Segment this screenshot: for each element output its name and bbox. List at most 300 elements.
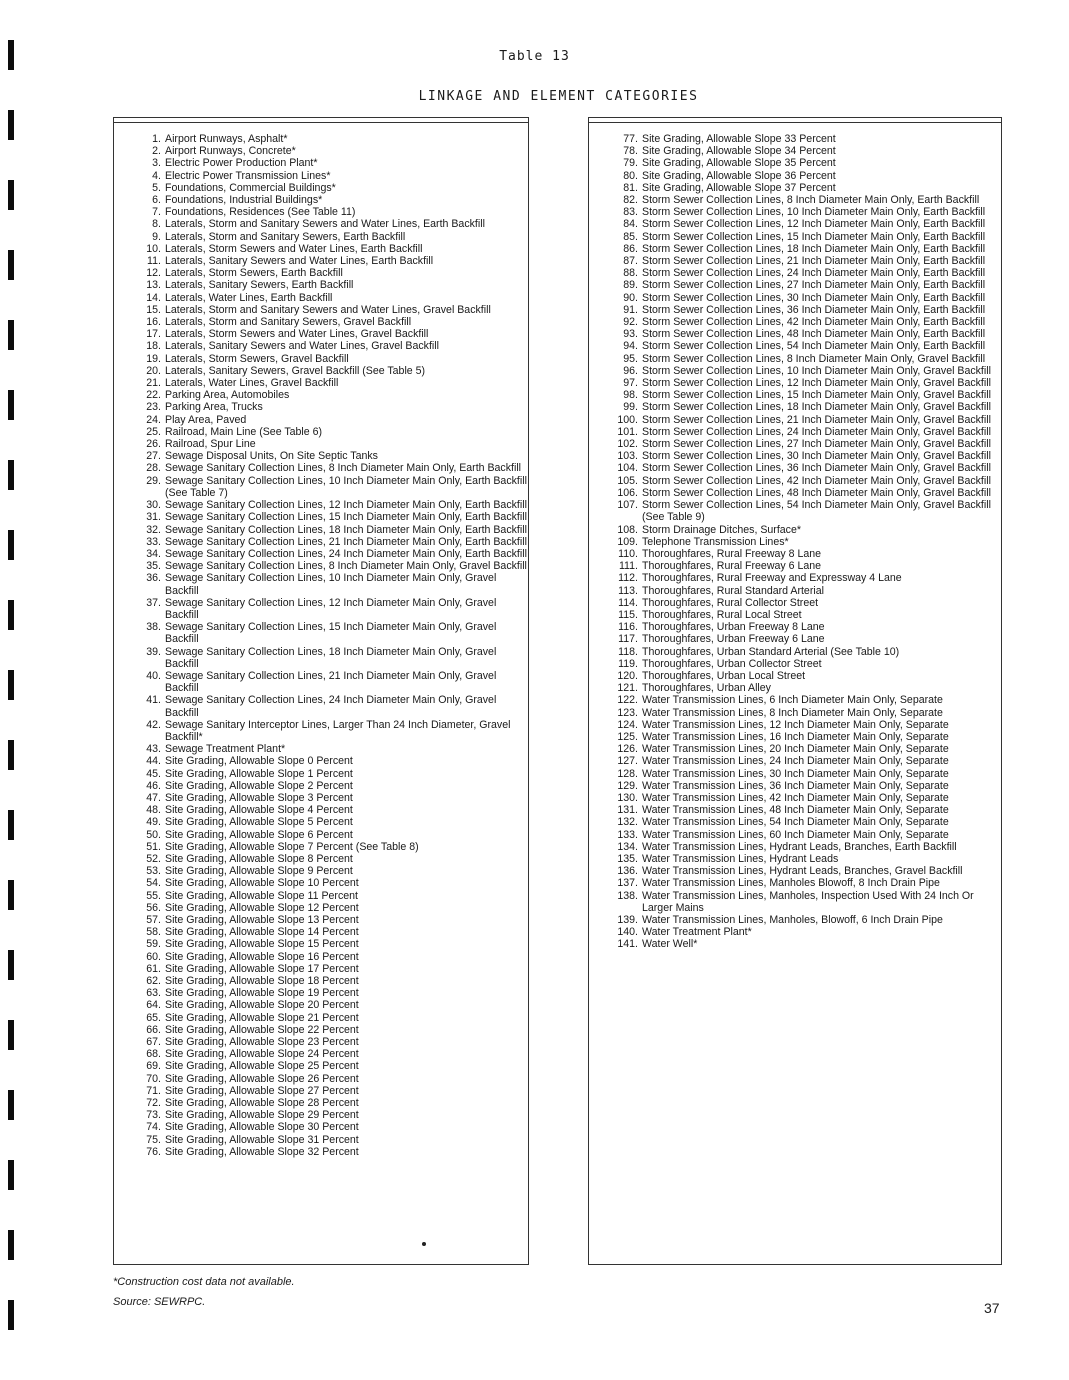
entry-number: 96. xyxy=(623,364,638,377)
list-item xyxy=(114,279,528,291)
list-item xyxy=(589,804,1001,816)
entry-number: 16. xyxy=(146,316,161,329)
entry-number: 19. xyxy=(146,352,161,365)
entry-number: 61. xyxy=(146,962,161,975)
list-item xyxy=(589,585,1001,597)
entry-number: 17. xyxy=(146,328,161,341)
entry-number: 137. xyxy=(617,877,638,890)
entry-number: 129. xyxy=(617,779,638,792)
entry-text: Water Transmission Lines, Hydrant Leads, Branches, Earth Backfill xyxy=(642,840,957,853)
entry-text: Storm Sewer Collection Lines, 12 Inch Diameter Main Only, Gravel Backfill xyxy=(642,377,991,390)
entry-text: Water Transmission Lines, 36 Inch Diameter Main Only, Separate xyxy=(642,779,949,792)
entry-number: 60. xyxy=(146,950,161,963)
entry-text: Thoroughfares, Rural Freeway and Expressway 4 Lane xyxy=(642,572,902,585)
list-item xyxy=(589,133,1001,145)
entry-number: 26. xyxy=(146,438,161,451)
list-item xyxy=(114,340,528,352)
entry-text: Water Transmission Lines, 6 Inch Diameter Main Only, Separate xyxy=(642,694,943,707)
entry-text: Water Transmission Lines, Hydrant Leads xyxy=(642,852,839,865)
entry-text: Storm Sewer Collection Lines, 27 Inch Diameter Main Only, Earth Backfill xyxy=(642,279,986,292)
entry-text: Sewage Disposal Units, On Site Septic Tanks xyxy=(165,450,378,463)
entry-text: Water Treatment Plant* xyxy=(642,926,752,939)
list-item xyxy=(589,755,1001,767)
binder-hole-mark xyxy=(8,950,14,980)
entry-number: 44. xyxy=(146,755,161,768)
list-item xyxy=(114,133,528,145)
entry-number: 39. xyxy=(146,645,161,658)
list-item xyxy=(114,694,528,718)
entry-text: Site Grading, Allowable Slope 9 Percent xyxy=(165,865,353,878)
entry-number: 9. xyxy=(152,230,161,243)
list-item xyxy=(114,243,528,255)
entry-text: Sewage Sanitary Collection Lines, 12 Inch Diameter Main Only, Earth Backfill xyxy=(165,499,527,512)
binder-hole-mark xyxy=(8,810,14,840)
list-item xyxy=(589,743,1001,755)
entry-text: Laterals, Sanitary Sewers and Water Lines, Gravel Backfill xyxy=(165,340,439,353)
entry-number: 122. xyxy=(617,694,638,707)
list-item xyxy=(114,450,528,462)
entry-text: Thoroughfares, Rural Local Street xyxy=(642,608,802,621)
list-item xyxy=(114,389,528,401)
entry-number: 38. xyxy=(146,621,161,634)
entry-text: Site Grading, Allowable Slope 31 Percent xyxy=(165,1133,359,1146)
entry-number: 84. xyxy=(623,218,638,231)
binder-hole-mark xyxy=(8,1160,14,1190)
list-item xyxy=(114,597,528,621)
list-item xyxy=(114,975,528,987)
entry-number: 15. xyxy=(146,303,161,316)
binder-hole-mark xyxy=(8,250,14,280)
entry-text: Railroad, Spur Line xyxy=(165,438,256,451)
list-item xyxy=(589,243,1001,255)
entry-text: Sewage Sanitary Collection Lines, 21 Inch Diameter Main Only, Gravel Backfill xyxy=(165,669,497,695)
entry-number: 92. xyxy=(623,316,638,329)
entry-text: Storm Sewer Collection Lines, 8 Inch Diameter Main Only, Gravel Backfill xyxy=(642,352,986,365)
entry-text: Sewage Sanitary Collection Lines, 18 Inch Diameter Main Only, Earth Backfill xyxy=(165,523,527,536)
list-item xyxy=(589,414,1001,426)
list-item xyxy=(114,170,528,182)
entry-text: Site Grading, Allowable Slope 32 Percent xyxy=(165,1145,359,1158)
list-item xyxy=(589,926,1001,938)
entry-text: Airport Runways, Asphalt* xyxy=(165,133,288,145)
entry-text: Site Grading, Allowable Slope 8 Percent xyxy=(165,852,353,865)
entry-number: 75. xyxy=(146,1133,161,1146)
entry-text: Laterals, Storm and Sanitary Sewers, Gravel Backfill xyxy=(165,316,412,329)
entry-number: 55. xyxy=(146,889,161,902)
entry-number: 128. xyxy=(617,767,638,780)
entry-number: 140. xyxy=(617,926,638,939)
entry-number: 56. xyxy=(146,901,161,914)
entry-number: 43. xyxy=(146,743,161,756)
entry-text: Sewage Sanitary Collection Lines, 21 Inch Diameter Main Only, Earth Backfill xyxy=(165,535,527,548)
entry-text: Laterals, Sanitary Sewers, Earth Backfill xyxy=(165,279,354,292)
entry-number: 127. xyxy=(617,755,638,768)
entry-number: 124. xyxy=(617,718,638,731)
list-item xyxy=(114,670,528,694)
entry-text: Site Grading, Allowable Slope 26 Percent xyxy=(165,1072,359,1085)
entry-number: 14. xyxy=(146,291,161,304)
list-item xyxy=(114,829,528,841)
list-item xyxy=(589,938,1001,950)
entry-number: 66. xyxy=(146,1023,161,1036)
entry-number: 99. xyxy=(623,401,638,414)
list-item xyxy=(589,731,1001,743)
entry-text: Site Grading, Allowable Slope 10 Percent xyxy=(165,877,359,890)
list-item xyxy=(114,548,528,560)
list-item xyxy=(114,1024,528,1036)
entry-text: Laterals, Sanitary Sewers and Water Lines, Earth Backfill xyxy=(165,255,434,268)
list-item xyxy=(114,438,528,450)
list-item xyxy=(589,768,1001,780)
entry-number: 121. xyxy=(617,682,638,695)
entry-text: Storm Sewer Collection Lines, 54 Inch Diameter Main Only, Gravel Backfill (See Table 9) xyxy=(642,499,991,524)
entry-text: Electric Power Production Plant* xyxy=(165,157,318,170)
entry-text: Sewage Treatment Plant* xyxy=(165,743,286,756)
entry-number: 3. xyxy=(152,157,161,170)
footnote: *Construction cost data not available. xyxy=(113,1276,295,1288)
entry-text: Thoroughfares, Rural Standard Arterial xyxy=(642,584,824,597)
entry-text: Thoroughfares, Urban Freeway 8 Lane xyxy=(642,621,825,634)
entry-number: 64. xyxy=(146,999,161,1012)
entry-number: 83. xyxy=(623,206,638,219)
binder-hole-mark xyxy=(8,1230,14,1260)
entry-number: 130. xyxy=(617,791,638,804)
entry-number: 4. xyxy=(152,169,161,182)
entry-number: 25. xyxy=(146,425,161,438)
entry-text: Water Transmission Lines, 8 Inch Diameter Main Only, Separate xyxy=(642,706,943,719)
entry-number: 125. xyxy=(617,730,638,743)
list-item xyxy=(114,719,528,743)
list-item xyxy=(589,499,1001,523)
list-item xyxy=(114,524,528,536)
entry-number: 49. xyxy=(146,816,161,829)
list-item xyxy=(114,938,528,950)
entry-text: Railroad, Main Line (See Table 6) xyxy=(165,425,323,438)
list-item xyxy=(589,658,1001,670)
entry-text: Site Grading, Allowable Slope 35 Percent xyxy=(642,157,836,170)
list-item xyxy=(589,670,1001,682)
binder-hole-mark xyxy=(8,320,14,350)
entry-number: 100. xyxy=(617,413,638,426)
list-item xyxy=(114,804,528,816)
entry-text: Site Grading, Allowable Slope 33 Percent xyxy=(642,133,836,145)
list-item xyxy=(114,890,528,902)
entry-number: 41. xyxy=(146,694,161,707)
entry-text: Thoroughfares, Urban Freeway 6 Lane xyxy=(642,633,825,646)
binder-hole-mark xyxy=(8,530,14,560)
list-item xyxy=(589,231,1001,243)
list-item xyxy=(589,304,1001,316)
list-item xyxy=(114,999,528,1011)
entry-text: Laterals, Storm and Sanitary Sewers, Earth Backfill xyxy=(165,230,406,243)
list-item xyxy=(114,1097,528,1109)
entry-number: 111. xyxy=(618,560,638,573)
list-item xyxy=(114,1036,528,1048)
entry-text: Site Grading, Allowable Slope 16 Percent xyxy=(165,950,359,963)
entry-number: 11. xyxy=(147,255,161,268)
list-item xyxy=(114,780,528,792)
entry-text: Laterals, Storm Sewers and Water Lines, Gravel Backfill xyxy=(165,328,429,341)
entry-number: 86. xyxy=(623,242,638,255)
list-item xyxy=(589,646,1001,658)
entry-text: Thoroughfares, Rural Freeway 8 Lane xyxy=(642,547,822,560)
entry-text: Site Grading, Allowable Slope 29 Percent xyxy=(165,1109,359,1122)
left-column-box xyxy=(113,117,529,1265)
list-item xyxy=(589,194,1001,206)
list-item xyxy=(114,914,528,926)
entry-number: 134. xyxy=(617,840,638,853)
entry-text: Storm Sewer Collection Lines, 15 Inch Diameter Main Only, Gravel Backfill xyxy=(642,389,991,402)
list-item xyxy=(589,816,1001,828)
entry-number: 74. xyxy=(146,1121,161,1134)
entry-number: 69. xyxy=(146,1060,161,1073)
binder-hole-mark xyxy=(8,390,14,420)
entry-text: Site Grading, Allowable Slope 23 Percent xyxy=(165,1036,359,1049)
binder-hole-mark xyxy=(8,880,14,910)
list-item xyxy=(589,841,1001,853)
entry-text: Foundations, Commercial Buildings* xyxy=(165,181,336,194)
list-item xyxy=(114,145,528,157)
entry-number: 45. xyxy=(146,767,161,780)
entry-number: 72. xyxy=(146,1097,161,1110)
entry-number: 23. xyxy=(146,401,161,414)
entry-text: Sewage Sanitary Collection Lines, 8 Inch Diameter Main Only, Earth Backfill xyxy=(165,462,522,475)
list-item xyxy=(589,487,1001,499)
list-item xyxy=(114,621,528,645)
list-item xyxy=(114,377,528,389)
list-item xyxy=(114,267,528,279)
entry-text: Laterals, Water Lines, Earth Backfill xyxy=(165,291,333,304)
entry-text: Laterals, Storm and Sanitary Sewers and Water Lines, Gravel Backfill xyxy=(165,303,491,316)
list-item xyxy=(589,145,1001,157)
entry-number: 36. xyxy=(146,572,161,585)
list-item xyxy=(114,572,528,596)
list-item xyxy=(589,218,1001,230)
entry-number: 105. xyxy=(617,474,638,487)
entry-text: Parking Area, Automobiles xyxy=(165,389,290,402)
entry-text: Site Grading, Allowable Slope 3 Percent xyxy=(165,791,353,804)
entry-text: Thoroughfares, Urban Standard Arterial (See Table 10) xyxy=(642,645,900,658)
list-item xyxy=(114,536,528,548)
entry-text: Site Grading, Allowable Slope 22 Percent xyxy=(165,1023,359,1036)
entry-text: Thoroughfares, Rural Freeway 6 Lane xyxy=(642,560,822,573)
entry-text: Water Transmission Lines, 24 Inch Diameter Main Only, Separate xyxy=(642,755,949,768)
entry-text: Site Grading, Allowable Slope 25 Percent xyxy=(165,1060,359,1073)
entry-text: Play Area, Paved xyxy=(165,413,247,426)
list-item xyxy=(589,633,1001,645)
entry-text: Sewage Sanitary Collection Lines, 24 Inch Diameter Main Only, Earth Backfill xyxy=(165,547,527,560)
entry-text: Laterals, Water Lines, Gravel Backfill xyxy=(165,377,339,390)
entry-text: Water Transmission Lines, 16 Inch Diameter Main Only, Separate xyxy=(642,730,949,743)
entry-number: 18. xyxy=(146,340,161,353)
entry-text: Storm Sewer Collection Lines, 36 Inch Diameter Main Only, Gravel Backfill xyxy=(642,462,991,475)
list-item xyxy=(589,829,1001,841)
entry-text: Sewage Sanitary Collection Lines, 8 Inch Diameter Main Only, Gravel Backfill xyxy=(165,560,527,573)
list-item xyxy=(114,475,528,499)
list-item xyxy=(114,816,528,828)
entry-text: Site Grading, Allowable Slope 27 Percent xyxy=(165,1084,359,1097)
source-note: Source: SEWRPC. xyxy=(113,1296,206,1308)
entry-text: Site Grading, Allowable Slope 24 Percent xyxy=(165,1048,359,1061)
list-item xyxy=(114,462,528,474)
list-item xyxy=(114,304,528,316)
list-item xyxy=(114,755,528,767)
list-item xyxy=(114,865,528,877)
entry-number: 94. xyxy=(623,340,638,353)
list-item xyxy=(589,597,1001,609)
entry-text: Water Transmission Lines, 54 Inch Diameter Main Only, Separate xyxy=(642,816,949,829)
list-item xyxy=(114,877,528,889)
entry-text: Storm Sewer Collection Lines, 24 Inch Diameter Main Only, Gravel Backfill xyxy=(642,425,991,438)
list-item xyxy=(114,646,528,670)
list-item xyxy=(114,499,528,511)
binder-hole-mark xyxy=(8,460,14,490)
entry-number: 89. xyxy=(623,279,638,292)
entry-number: 135. xyxy=(617,852,638,865)
entry-text: Water Well* xyxy=(642,938,698,951)
list-item xyxy=(589,865,1001,877)
list-item xyxy=(114,951,528,963)
entry-number: 97. xyxy=(623,377,638,390)
entry-text: Storm Sewer Collection Lines, 10 Inch Diameter Main Only, Earth Backfill xyxy=(642,206,986,219)
list-item xyxy=(114,1085,528,1097)
entry-text: Storm Sewer Collection Lines, 10 Inch Diameter Main Only, Gravel Backfill xyxy=(642,364,991,377)
entry-text: Site Grading, Allowable Slope 30 Percent xyxy=(165,1121,359,1134)
entry-number: 51. xyxy=(146,840,161,853)
list-item xyxy=(114,1012,528,1024)
entry-text: Water Transmission Lines, Manholes Blowoff, 8 Inch Drain Pipe xyxy=(642,877,940,890)
list-item xyxy=(114,511,528,523)
entry-text: Laterals, Storm and Sanitary Sewers and Water Lines, Earth Backfill xyxy=(165,218,485,231)
list-item xyxy=(114,231,528,243)
entry-number: 22. xyxy=(146,389,161,402)
list-item xyxy=(589,462,1001,474)
entry-text: Sewage Sanitary Collection Lines, 10 Inch Diameter Main Only, Gravel Backfill xyxy=(165,572,497,597)
entry-number: 29. xyxy=(146,474,161,487)
entry-number: 82. xyxy=(623,194,638,207)
entry-text: Site Grading, Allowable Slope 18 Percent xyxy=(165,975,359,988)
list-item xyxy=(114,353,528,365)
entry-number: 67. xyxy=(146,1036,161,1049)
entry-text: Sewage Sanitary Collection Lines, 24 Inch Diameter Main Only, Gravel Backfill xyxy=(165,694,497,719)
list-item xyxy=(114,902,528,914)
entry-number: 118. xyxy=(618,645,638,658)
entry-number: 37. xyxy=(146,596,161,609)
list-item xyxy=(589,182,1001,194)
entry-number: 47. xyxy=(146,791,161,804)
entry-number: 30. xyxy=(146,499,161,512)
entry-number: 116. xyxy=(618,621,638,634)
entry-text: Sewage Sanitary Collection Lines, 15 Inch Diameter Main Only, Earth Backfill xyxy=(165,511,527,524)
entry-text: Site Grading, Allowable Slope 34 Percent xyxy=(642,145,836,158)
entry-text: Storm Sewer Collection Lines, 24 Inch Diameter Main Only, Earth Backfill xyxy=(642,267,986,280)
entry-number: 103. xyxy=(617,450,638,463)
list-item xyxy=(589,682,1001,694)
entry-number: 58. xyxy=(146,926,161,939)
entry-number: 12. xyxy=(146,267,161,280)
list-item xyxy=(114,841,528,853)
entry-number: 107. xyxy=(617,499,638,512)
entry-number: 79. xyxy=(623,157,638,170)
entry-text: Site Grading, Allowable Slope 14 Percent xyxy=(165,926,359,939)
entry-number: 31. xyxy=(146,511,161,524)
entry-text: Storm Sewer Collection Lines, 18 Inch Diameter Main Only, Gravel Backfill xyxy=(642,401,991,414)
entry-number: 59. xyxy=(146,938,161,951)
entry-text: Water Transmission Lines, 48 Inch Diameter Main Only, Separate xyxy=(642,804,949,817)
entry-text: Storm Sewer Collection Lines, 42 Inch Diameter Main Only, Earth Backfill xyxy=(642,316,986,329)
entry-number: 20. xyxy=(146,364,161,377)
list-item xyxy=(589,536,1001,548)
entry-number: 141. xyxy=(617,938,638,951)
entry-number: 50. xyxy=(146,828,161,841)
entry-text: Sewage Sanitary Collection Lines, 12 Inch Diameter Main Only, Gravel Backfill xyxy=(165,596,497,621)
entry-text: Site Grading, Allowable Slope 21 Percent xyxy=(165,1011,359,1024)
list-item xyxy=(589,377,1001,389)
entry-number: 6. xyxy=(152,194,161,207)
entry-number: 119. xyxy=(618,657,638,670)
list-item xyxy=(114,1060,528,1072)
list-item xyxy=(114,414,528,426)
entry-text: Site Grading, Allowable Slope 19 Percent xyxy=(165,987,359,1000)
list-item xyxy=(589,694,1001,706)
entry-text: Storm Sewer Collection Lines, 48 Inch Diameter Main Only, Earth Backfill xyxy=(642,328,986,341)
entry-number: 5. xyxy=(152,181,161,194)
entry-number: 62. xyxy=(146,975,161,988)
entry-text: Laterals, Sanitary Sewers, Gravel Backfill (See Table 5) xyxy=(165,364,426,377)
entry-text: Site Grading, Allowable Slope 17 Percent xyxy=(165,962,359,975)
entry-text: Sewage Sanitary Collection Lines, 18 Inch Diameter Main Only, Gravel Backfill xyxy=(165,645,497,670)
entry-number: 27. xyxy=(146,450,161,463)
entry-number: 112. xyxy=(618,572,638,585)
entry-number: 42. xyxy=(146,718,161,731)
entry-number: 126. xyxy=(617,743,638,756)
binder-hole-mark xyxy=(8,740,14,770)
list-item xyxy=(589,267,1001,279)
left-entries-list xyxy=(114,133,528,1158)
list-item xyxy=(589,353,1001,365)
stray-mark xyxy=(422,1242,426,1246)
entry-text: Water Transmission Lines, 12 Inch Diameter Main Only, Separate xyxy=(642,718,949,731)
list-item xyxy=(589,438,1001,450)
entry-text: Sewage Sanitary Collection Lines, 15 Inch Diameter Main Only, Gravel Backfill xyxy=(165,621,497,646)
entry-text: Storm Sewer Collection Lines, 15 Inch Diameter Main Only, Earth Backfill xyxy=(642,230,986,243)
list-item xyxy=(589,401,1001,413)
entry-number: 35. xyxy=(146,560,161,573)
right-entries-list xyxy=(589,133,1001,951)
entry-number: 136. xyxy=(617,865,638,878)
list-item xyxy=(589,328,1001,340)
entry-number: 71. xyxy=(146,1084,161,1097)
list-item xyxy=(589,255,1001,267)
entry-number: 8. xyxy=(152,218,161,231)
entry-text: Site Grading, Allowable Slope 15 Percent xyxy=(165,938,359,951)
entry-text: Storm Sewer Collection Lines, 30 Inch Diameter Main Only, Gravel Backfill xyxy=(642,450,991,463)
entry-number: 1. xyxy=(152,133,161,145)
entry-text: Site Grading, Allowable Slope 12 Percent xyxy=(165,901,359,914)
entry-text: Water Transmission Lines, 60 Inch Diameter Main Only, Separate xyxy=(642,828,949,841)
entry-text: Water Transmission Lines, Manholes, Inspection Used With 24 Inch Or Larger Mains xyxy=(642,889,974,914)
entry-text: Site Grading, Allowable Slope 1 Percent xyxy=(165,767,353,780)
entry-text: Water Transmission Lines, 20 Inch Diameter Main Only, Separate xyxy=(642,743,949,756)
entry-text: Storm Sewer Collection Lines, 12 Inch Diameter Main Only, Earth Backfill xyxy=(642,218,986,231)
list-item xyxy=(589,389,1001,401)
entry-number: 131. xyxy=(617,804,638,817)
entry-number: 87. xyxy=(623,255,638,268)
entry-number: 65. xyxy=(146,1011,161,1024)
entry-number: 10. xyxy=(146,242,161,255)
list-item xyxy=(589,426,1001,438)
entry-number: 133. xyxy=(617,828,638,841)
